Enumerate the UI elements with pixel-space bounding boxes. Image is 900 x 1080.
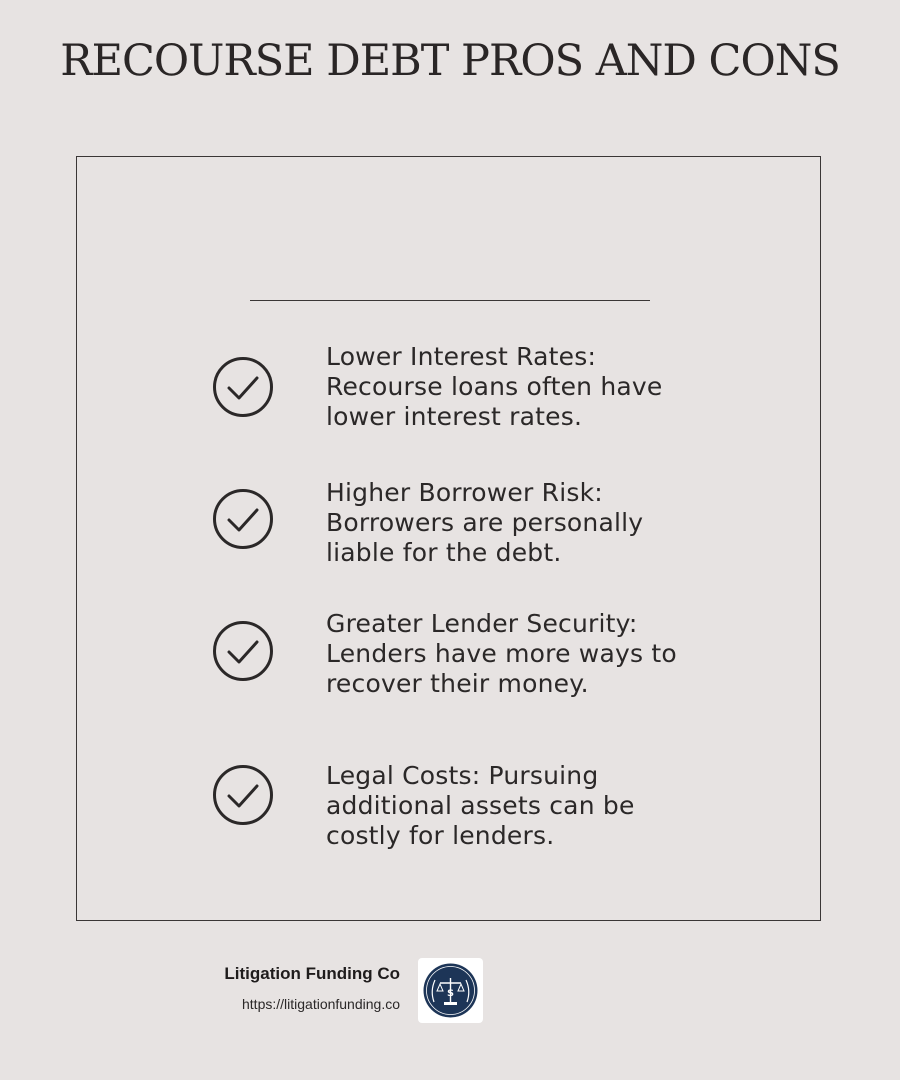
page-title: RECOURSE DEBT PROS AND CONS: [60, 36, 840, 86]
company-logo: [418, 958, 483, 1023]
svg-text:$: $: [447, 988, 454, 999]
check-circle-icon: [212, 620, 274, 682]
item-text: Higher Borrower Risk: Borrowers are personally liable for the debt.: [326, 478, 644, 567]
footer-company-name: Litigation Funding Co: [224, 964, 400, 983]
item-text: Lower Interest Rates: Recourse loans often have lower interest rates.: [326, 342, 663, 431]
scales-of-justice-logo-icon: [418, 958, 483, 1023]
footer-url[interactable]: https://litigationfunding.co: [242, 996, 400, 1012]
item-text: Greater Lender Security: Lenders have more ways to recover their money.: [326, 609, 677, 698]
check-circle-icon: [212, 356, 274, 418]
item-text: Legal Costs: Pursuing additional assets can be costly for lenders.: [326, 761, 635, 850]
check-circle-icon: [212, 764, 274, 826]
divider: [250, 300, 650, 301]
check-circle-icon: [212, 488, 274, 550]
